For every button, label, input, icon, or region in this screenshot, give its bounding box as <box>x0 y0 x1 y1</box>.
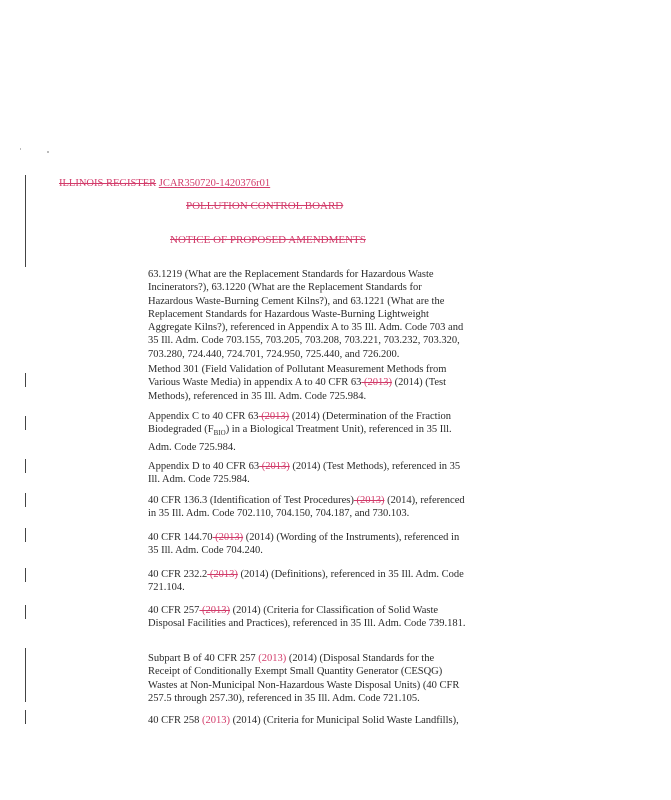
deleted-year: (2013) <box>259 461 290 472</box>
reference-paragraph: 40 CFR 232.2 (2013) (2014) (Definitions), referenced in 35 Ill. Adm. Code 721.104. <box>148 569 464 594</box>
revision-bar <box>25 710 26 724</box>
scan-speck <box>20 148 21 150</box>
reference-paragraph: 63.1219 (What are the Replacement Standards for Hazardous Waste Incinerators?), 63.1220 (What are the Replacement Standards for Hazardous Waste-Burning Cement Kilns?), and 63.1221 (What are the Replacement Standards for Hazardous Waste-Burning Lightweight Aggregate Kilns?), referenced in Appendix A to 35 Ill. Adm. Code 703 and 35 Ill. Adm. Code 703.155, 703.205, 703.208, 703.221, 703.232, 703.320, 703.280, 724.440, 724.701, 724.950, 725.440, and 726.200. <box>148 269 464 360</box>
revision-bar <box>25 568 26 582</box>
revision-bar <box>25 416 26 430</box>
scan-speck <box>47 151 49 153</box>
register-id-inserted: JCAR350720-1420376r01 <box>158 178 271 189</box>
revision-bar <box>25 648 26 702</box>
board-title: POLLUTION CONTROL BOARD <box>186 200 344 212</box>
reference-paragraph: Appendix D to 40 CFR 63 (2013) (2014) (Test Methods), referenced in 35 Ill. Adm. Code 725.984. <box>148 461 461 486</box>
notice-title: NOTICE OF PROPOSED AMENDMENTS <box>170 234 366 246</box>
revision-bar <box>25 373 26 387</box>
deleted-year: (2013) <box>353 495 385 506</box>
reference-paragraph: Method 301 (Field Validation of Pollutant Measurement Methods from Various Waste Media) in appendix A to 40 CFR 63 (2013) (2014) (Test Methods), referenced in 35 Ill. Adm. Code 725.984. <box>148 364 447 402</box>
register-header <box>59 178 270 189</box>
deleted-year: (2013) <box>199 605 230 616</box>
reference-paragraph: 40 CFR 257 (2013) (2014) (Criteria for Classification of Solid Waste Disposal Facilities and Practices), referenced in 35 Ill. Adm. Code 739.181. <box>148 605 466 630</box>
reference-paragraph: 40 CFR 258 (2013) (2014) (Criteria for Municipal Solid Waste Landfills), <box>148 715 459 726</box>
deleted-year: (2013) <box>361 377 392 389</box>
revision-bar <box>25 605 26 619</box>
revision-bar <box>25 528 26 542</box>
revision-bar <box>25 175 26 267</box>
reference-paragraph: Appendix C to 40 CFR 63 (2013) (2014) (Determination of the Fraction Biodegraded $(F_{BIO})$ in a Biological Treatment Unit), referenced in 35 Ill. Adm. Code 725.984. <box>148 411 452 453</box>
reference-paragraph: 40 CFR 136.3 (Identification of Test Procedures) (2013) (2014), referenced in 35 Ill. Adm. Code 702.110, 704.150, 704.187, and 730.103. <box>148 495 465 520</box>
register-title-deleted: ILLINOIS REGISTER <box>59 178 157 189</box>
deleted-year: (2013) <box>207 569 238 580</box>
deleted-year: (2013) <box>212 532 244 543</box>
reference-paragraph: 40 CFR 144.70 (2013) (2014) (Wording of the Instruments), referenced in 35 Ill. Adm. Code 704.240. <box>148 532 460 557</box>
reference-paragraph: Subpart B of 40 CFR 257 (2013) (2014) (Disposal Standards for the Receipt of Conditionally Exempt Small Quantity Generator (CESQG) Wastes at Non-Municipal Non-Hazardous Waste Disposal Units) (40 CFR 257.5 through 257.30), referenced in 35 Ill. Adm. Code 721.105. <box>148 653 460 704</box>
revision-bar <box>25 493 26 507</box>
revision-bar <box>25 459 26 473</box>
deleted-year: (2013) <box>258 411 290 422</box>
inserted-year: (2013) <box>201 715 230 726</box>
inserted-year: (2013) <box>258 653 287 664</box>
